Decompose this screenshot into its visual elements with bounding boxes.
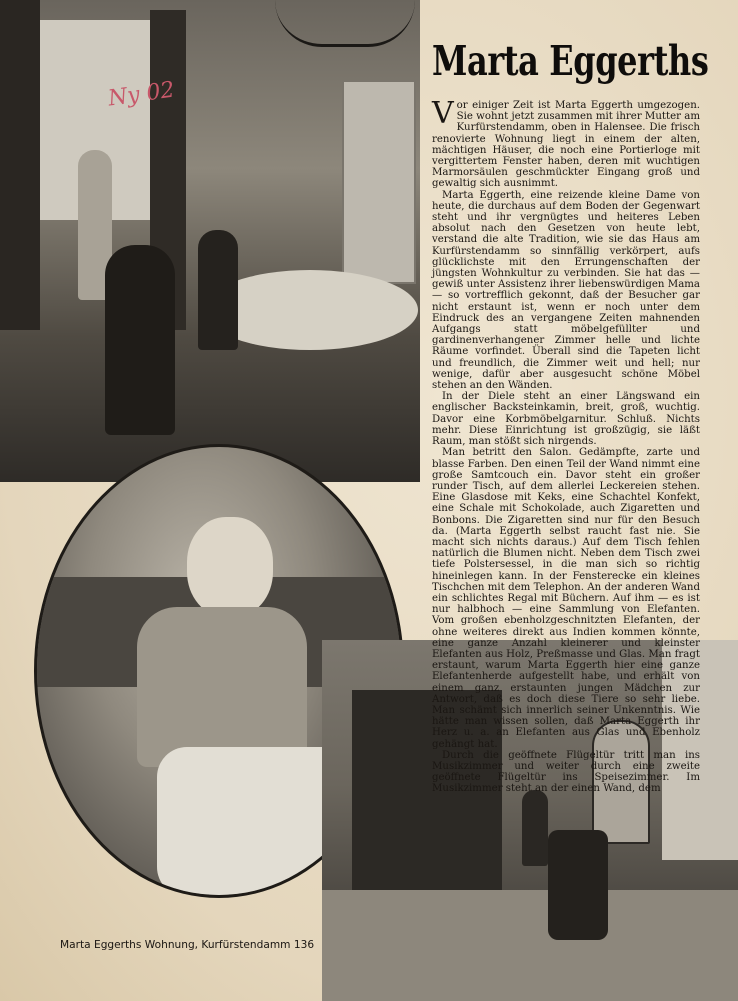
handwritten-note: Ny 02 [106, 77, 177, 112]
dining-room-photo [0, 0, 420, 482]
article-paragraph: Vor einiger Zeit ist Marta Eggerth umgezogen. Sie wohnt jetzt zusammen mit ihrer Mutter am Kurfürstendamm, oben in Halensee. Die frisch renovierte Wohnung liegt in einem der alten, mächtigen Häuser, die noch eine Portierloge mit vergittertem Fenster haben, deren mit wuchtigen Marmorsäulen geschmückter Eingang groß und gewaltig sich ausnimmt. [432, 96, 700, 190]
article-paragraph: Durch die geöffnete Flügeltür tritt man ins Musikzimmer und weiter durch eine zweite geöffnete Flügeltür ins Speisezimmer. Im Musikzimmer steht an der einen Wand, dem [432, 749, 700, 795]
article-paragraph: In der Diele steht an einer Längswand ein englischer Backsteinkamin, breit, groß, wuchtig. Davor eine Korbmöbelgarnitur. Schluß. Nichts mehr. Diese Einrichtung ist großzügig, sie läßt Raum, man stößt sich nirgends. [432, 391, 700, 448]
article-title: Marta Eggerths [432, 37, 709, 85]
article-paragraph: Marta Eggerth, eine reizende kleine Dame von heute, die durchaus auf dem Boden der Gegenwart steht und ihr vergnügtes und heiteres Leben absolut nach den Gesetzen von heute lebt, verstand die alte Tradition, wie sie das Haus am Kurfürstendamm so sinnfällig verkörpert, aufs glücklichste mit den Errungenschaften der jüngsten Wohnkultur zu verbinden. Sie hat das — gewiß unter Assistenz ihrer liebenswürdigen Mama — so vortrefflich gekonnt, daß der Besucher gar nicht erstaunt ist, wenn er noch unter dem Eindruck des an vergangene Zeiten mahnenden Aufgangs statt möbelgefüllter und gardinenverhangener Zimmer helle und lichte Räume vorfindet. Überall sind die Tapeten licht und freundlich, die Zimmer weit und hell; nur wenige, dafür aber ausgesucht schöne Möbel stehen an den Wänden. [432, 189, 700, 392]
article-paragraph: Man betritt den Salon. Gedämpfte, zarte und blasse Farben. Den einen Teil der Wand nimmt eine große Samtcouch ein. Davor steht ein großer runder Tisch, auf dem allerlei Leckereien stehen. Eine Glasdose mit Keks, eine Schachtel Konfekt, eine Schale mit Schokolade, auch Zigaretten und Bonbons. Die Zigaretten sind nur für den Besuch da. (Marta Eggerth selbst raucht fast nie. Sie macht sich nichts daraus.) Auf dem Tisch fehlen natürlich die Blumen nicht. Neben dem Tisch zwei tiefe Polstersessel, in die man sich so richtig hineinlegen kann. In der Fensterecke ein kleines Tischchen mit dem Telephon. An der anderen Wand ein schlichtes Regal mit Büchern. Auf ihm — es ist nur halbhoch — eine Sammlung von Elefanten. Vom großen ebenholzgeschnitzten Elefanten, der ohne weiteres direkt aus Indien kommen könnte, eine ganze Anzahl kleinerer und kleinster Elefanten aus Holz, Preßmasse und Glas. Man fragt erstaunt, warum Marta Eggerth hier eine ganze Elefantenherde aufgestellt habe, und erhält von einem ganz erstaunten jungen Mädchen zur Antwort, daß es doch diese Tiere so sehr liebe. Man schämt sich innerlich seiner Unkenntnis. Wie hätte man wissen sollen, daß Marta Eggerth ihr Herz u. a. an Elefanten aus Glas und Ebenholz gehängt hat. [432, 447, 700, 750]
article-body [432, 96, 700, 795]
photo-caption: Marta Eggerths Wohnung, Kurfürstendamm 136 [60, 939, 315, 951]
drop-cap: V [432, 96, 454, 131]
